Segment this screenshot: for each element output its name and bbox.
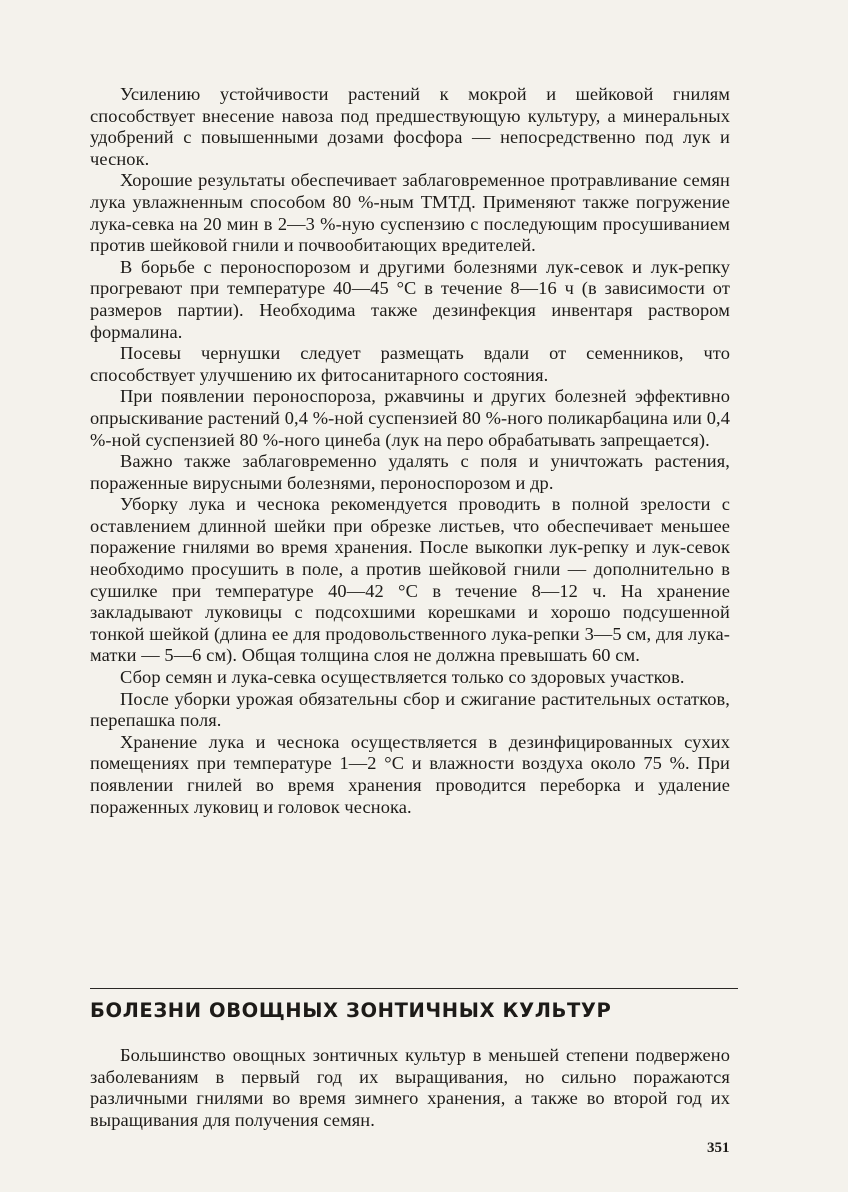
paragraph: При появлении пероноспороза, ржавчины и других болезней эффективно опрыскивание растений 0,4 %-ной суспензией 80 %-ного поликарбацина или 0,4 %-ной суспензией 80 %-ного цинеба (лук на перо обрабатывать запрещается). bbox=[90, 386, 730, 450]
paragraph: Большинство овощных зонтичных культур в меньшей степени подвержено заболеваниям в первый год их выращивания, но сильно поражаются различными гнилями во время зимнего хранения, а также во второй год их выращивания для получения семян. bbox=[90, 1045, 730, 1130]
page-number: 351 bbox=[707, 1140, 730, 1156]
paragraph: Хранение лука и чеснока осуществляется в дезинфицированных сухих помещениях при температуре 1—2 °С и влажности воздуха около 75 %. При появлении гнилей во время хранения проводится переборка и удаление пораженных луковиц и головок чеснока. bbox=[90, 731, 730, 817]
body-text bbox=[90, 84, 730, 818]
paragraph: В борьбе с пероноспорозом и другими болезнями лук-севок и лук-репку прогревают при температуре 40—45 °С в течение 8—16 ч (в зависимости от размеров партии). Необходима также дезинфекция инвентаря раствором формалина. bbox=[90, 256, 730, 342]
paragraph: После уборки урожая обязательны сбор и сжигание растительных остатков, перепашка поля. bbox=[90, 688, 730, 731]
section-heading: БОЛЕЗНИ ОВОЩНЫХ ЗОНТИЧНЫХ КУЛЬТУР bbox=[90, 999, 612, 1022]
paragraph: Усилению устойчивости растений к мокрой и шейковой гнилям способствует внесение навоза под предшествующую культуру, а минеральных удобрений с повышенными дозами фосфора — непосредственно под лук и чеснок. bbox=[90, 84, 730, 169]
paragraph: Важно также заблаговременно удалять с поля и уничтожать растения, пораженные вирусными болезнями, пероноспорозом и др. bbox=[90, 451, 730, 493]
paragraph: Посевы чернушки следует размещать вдали от семенников, что способствует улучшению их фитосанитарного состояния. bbox=[90, 343, 730, 385]
section-divider bbox=[90, 988, 738, 989]
section-intro bbox=[90, 1045, 730, 1131]
paragraph: Сбор семян и лука-севка осуществляется только со здоровых участков. bbox=[120, 667, 685, 688]
paragraph: Уборку лука и чеснока рекомендуется проводить в полной зрелости с оставлением длинной шейки при обрезке листьев, что обеспечивает меньшее поражение гнилями во время хранения. После выкопки лук-репку и лук-севок необходимо просушить в поле, а против шейковой гнили — дополнительно в сушилке при температуре 40—42 °С в течение 8—12 ч. На хранение закладывают луковицы с подсохшими корешками и хорошо подсушенной тонкой шейкой (длина ее для продовольственного лука-репки 3—5 см, для лука-матки — 5—6 см). Общая толщина слоя не должна превышать 60 см. bbox=[90, 494, 730, 666]
paragraph: Хорошие результаты обеспечивает заблаговременное протравливание семян лука увлажненным способом 80 %-ным ТМТД. Применяют также погружение лука-севка на 20 мин в 2—3 %-ную суспензию с последующим просушиванием против шейковой гнили и почвообитающих вредителей. bbox=[90, 170, 730, 256]
section-header bbox=[90, 988, 738, 1023]
